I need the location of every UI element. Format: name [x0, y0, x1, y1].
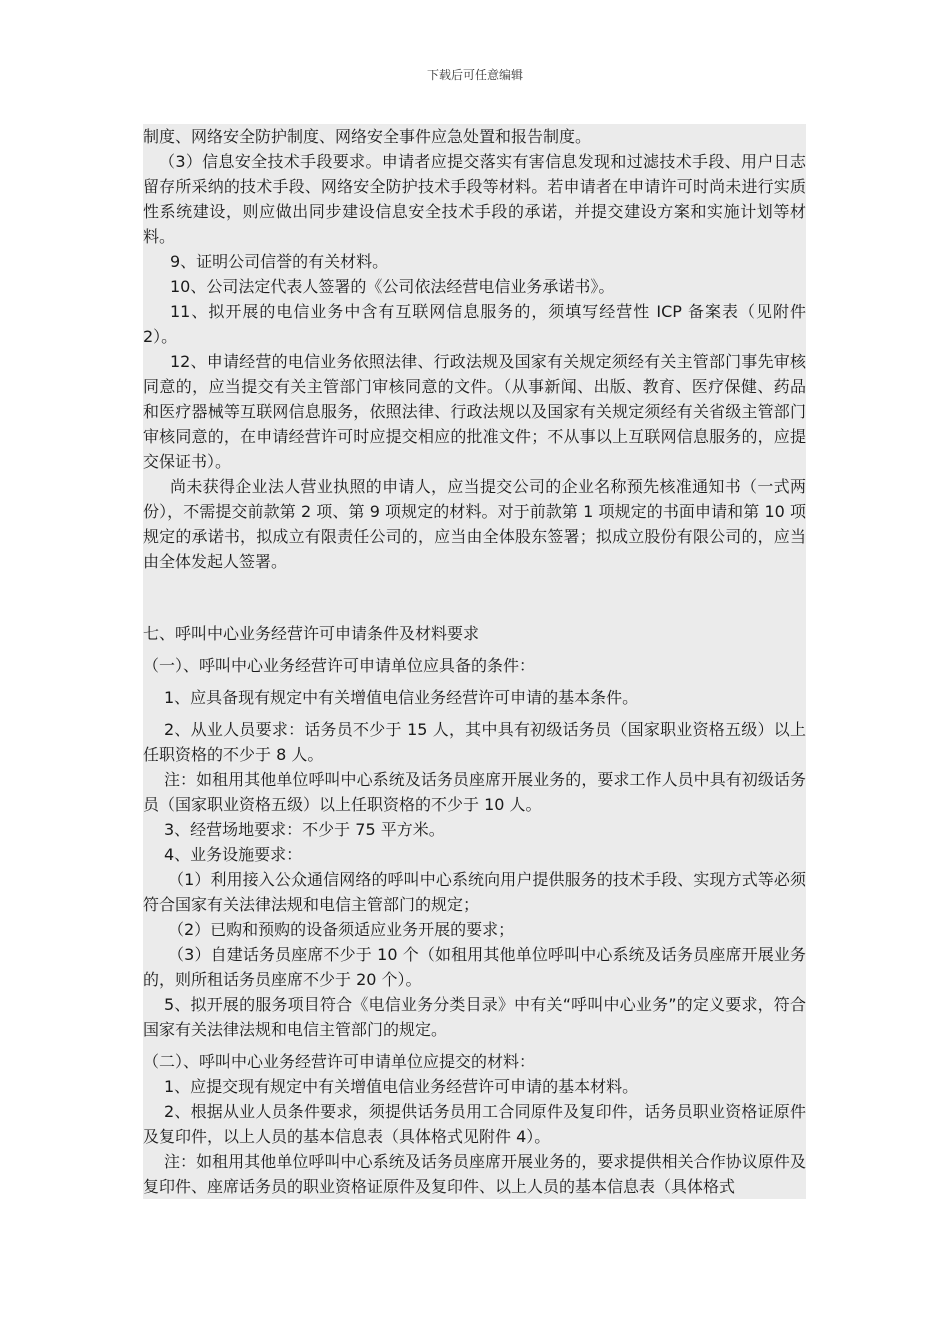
spacer: [143, 574, 806, 621]
document-body: [143, 124, 806, 1199]
spacer: [143, 710, 806, 717]
paragraph: 尚未获得企业法人营业执照的申请人，应当提交公司的企业名称预先核准通知书（一式两份），不需提交前款第 2 项、第 9 项规定的材料。对于前款第 1 项规定的书面申请和第 10 项规定的承诺书，拟成立有限责任公司的，应当由全体股东签署；拟成立股份有限公司的，应当由全体发起人签署。: [143, 477, 806, 571]
section-heading: 七、呼叫中心业务经营许可申请条件及材料要求: [143, 624, 480, 643]
paragraph: 5、拟开展的服务项目符合《电信业务分类目录》中有关“呼叫中心业务”的定义要求，符合国家有关法律法规和电信主管部门的规定。: [143, 995, 806, 1039]
paragraph: 9、证明公司信誉的有关材料。: [170, 252, 389, 271]
paragraph: 1、应提交现有规定中有关增值电信业务经营许可申请的基本材料。: [164, 1077, 639, 1096]
paragraph: 2、从业人员要求：话务员不少于 15 人，其中具有初级话务员（国家职业资格五级）以上任职资格的不少于 8 人。: [143, 720, 806, 764]
paragraph: （2）已购和预购的设备须适应业务开展的要求；: [168, 920, 515, 939]
paragraph: 3、经营场地要求：不少于 75 平方米。: [164, 820, 445, 839]
subsection-heading: （二）、呼叫中心业务经营许可申请单位应提交的材料：: [143, 1052, 536, 1071]
paragraph: （1）利用接入公众通信网络的呼叫中心系统向用户提供服务的技术手段、实现方式等必须符合国家有关法律法规和电信主管部门的规定；: [143, 870, 806, 914]
paragraph: 注：如租用其他单位呼叫中心系统及话务员座席开展业务的，要求提供相关合作协议原件及复印件、座席话务员的职业资格证原件及复印件、以上人员的基本信息表（具体格式: [143, 1152, 806, 1196]
paragraph: 2、根据从业人员条件要求，须提供话务员用工合同原件及复印件，话务员职业资格证原件及复印件，以上人员的基本信息表（具体格式见附件 4）。: [143, 1102, 806, 1146]
paragraph: 注：如租用其他单位呼叫中心系统及话务员座席开展业务的，要求工作人员中具有初级话务员（国家职业资格五级）以上任职资格的不少于 10 人。: [143, 770, 806, 814]
paragraph: 11、拟开展的电信业务中含有互联网信息服务的，须填写经营性 ICP 备案表（见附件 2）。: [143, 302, 806, 346]
paragraph: 10、公司法定代表人签署的《公司依法经营电信业务承诺书》。: [170, 277, 615, 296]
paragraph: 制度、网络安全防护制度、网络安全事件应急处置和报告制度。: [143, 127, 592, 146]
paragraph: （3）信息安全技术手段要求。申请者应提交落实有害信息发现和过滤技术手段、用户日志留存所采纳的技术手段、网络安全防护技术手段等材料。若申请者在申请许可时尚未进行实质性系统建设，则应做出同步建设信息安全技术手段的承诺，并提交建设方案和实施计划等材料。: [143, 152, 806, 246]
paragraph: 4、业务设施要求：: [164, 845, 303, 864]
spacer: [143, 678, 806, 685]
page-header: 下载后可任意编辑: [426, 68, 523, 82]
paragraph: 1、应具备现有规定中有关增值电信业务经营许可申请的基本条件。: [164, 688, 639, 707]
spacer: [143, 646, 806, 653]
subsection-heading: （一）、呼叫中心业务经营许可申请单位应具备的条件：: [143, 656, 536, 675]
spacer: [143, 1042, 806, 1049]
paragraph: （3）自建话务员座席不少于 10 个（如租用其他单位呼叫中心系统及话务员座席开展业务的，则所租话务员座席不少于 20 个）。: [143, 945, 806, 989]
paragraph: 12、申请经营的电信业务依照法律、行政法规及国家有关规定须经有关主管部门事先审核同意的，应当提交有关主管部门审核同意的文件。（从事新闻、出版、教育、医疗保健、药品和医疗器械等互联网信息服务，依照法律、行政法规以及国家有关规定须经有关省级主管部门审核同意的，在申请经营许可时应提交相应的批准文件；不从事以上互联网信息服务的，应提交保证书）。: [143, 352, 806, 471]
